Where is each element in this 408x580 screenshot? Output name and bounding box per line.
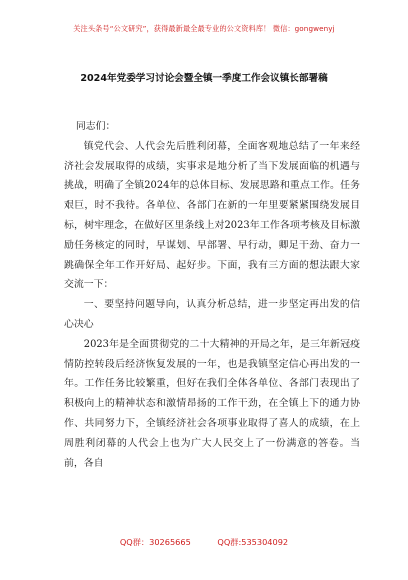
section-heading-1: 一、要坚持问题导向，认真分析总结，进一步坚定再出发的信心决心 xyxy=(64,299,360,330)
document-body xyxy=(64,117,360,473)
qq-group-1: QQ群：30265665 xyxy=(119,537,191,547)
promo-banner: 关注头条号“公文研究”，获得最新最全最专业的公文资料库！ 微信：gongwenyj xyxy=(73,24,335,33)
salutation: 同志们： xyxy=(75,121,116,132)
paragraph-2023: 2023年是全面贯彻党的二十大精神的开局之年，是三年新冠疫情防控转段后经济恢复发展的一年，也是我镇坚定信心再出发的一年。工作任务比较繁重，但好在我们全体各单位、各部门表现出了积极向上的精神状态和激情昂扬的工作干劲，在全镇上下的通力协作、共同努力下，全镇经济社会各项事业取得了喜人的成绩，在上周胜利闭幕的人代会上也为广大人民交上了一份满意的答卷。当前，各自 xyxy=(64,338,360,469)
footer-contacts xyxy=(0,537,408,548)
document-title: 2024年党委学习讨论会暨全镇一季度工作会议镇长部署稿 xyxy=(80,73,328,84)
qq-group-2: QQ群:535304092 xyxy=(217,537,289,547)
paragraph-intro: 镇党代会、人代会先后胜利闭幕，全面客观地总结了一年来经济社会发展取得的成绩，实事求是地分析了当下发展面临的机遇与挑战，明确了全镇2024年的总体目标、发展思路和重点工作。任务艰巨，时不我待。各单位、各部门在新的一年里要紧紧围绕发展目标，树牢理念，在做好区里条线上对2023年工作各项考核及目标激励任务核定的同时，早谋划、早部署、早行动，卿足干劲、奋力一跳确保全年工作开好局、起好步。下面，我有三方面的想法跟大家交流一下： xyxy=(64,140,360,291)
